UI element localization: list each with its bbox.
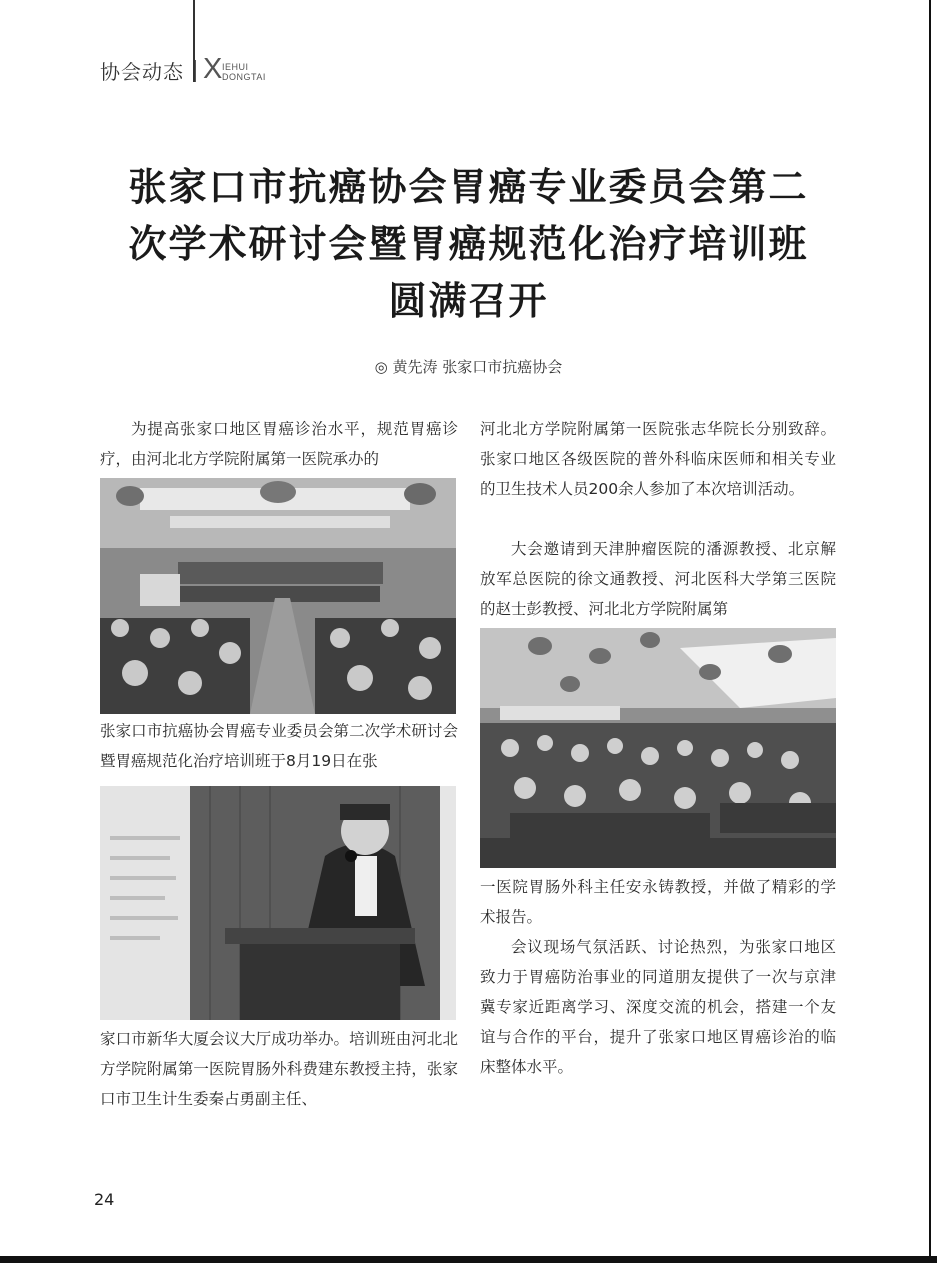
photo-speaker-podium	[100, 786, 456, 1020]
right-paragraph-1: 河北北方学院附属第一医院张志华院长分别致辞。张家口地区各级医院的普外科临床医师和相关专业的卫生技术人员200余人参加了本次培训活动。	[480, 420, 836, 498]
photo-audience-hall	[480, 628, 836, 868]
section-divider	[195, 60, 196, 82]
article-byline: ◎ 黄先涛 张家口市抗癌协会	[374, 358, 563, 376]
left-paragraph-1: 为提高张家口地区胃癌诊治水平，规范胃癌诊疗，由河北北方学院附属第一医院承办的	[100, 420, 458, 468]
pinyin-line-1: IEHUI	[222, 62, 249, 72]
pinyin-line-2: DONGTAI	[222, 72, 266, 82]
right-paragraph-4: 会议现场气氛活跃、讨论热烈，为张家口地区致力于胃癌防治事业的同道朋友提供了一次与京津冀专家近距离学习、深度交流的机会，搭建一个友谊与合作的平台，提升了张家口地区胃癌诊治的临床整体水平。	[480, 938, 836, 1076]
pinyin-initial: X	[203, 53, 223, 85]
title-line-1: 张家口市抗癌协会胃癌专业委员会第二	[128, 164, 809, 209]
section-title: 协会动态	[100, 60, 184, 84]
left-paragraph-2: 家口市新华大厦会议大厅成功举办。培训班由河北北方学院附属第一医院胃肠外科费建东教授主持，张家口市卫生计生委秦占勇副主任、	[100, 1030, 458, 1108]
right-paragraph-2: 大会邀请到天津肿瘤医院的潘源教授、北京解放军总医院的徐文通教授、河北医科大学第三医院的赵士彭教授、河北北方学院附属第	[480, 540, 836, 618]
article-title	[90, 158, 847, 329]
page-border-bottom	[0, 1256, 937, 1263]
title-line-2: 次学术研讨会暨胃癌规范化治疗培训班	[128, 221, 809, 266]
page-border-right	[929, 0, 931, 1263]
title-line-3: 圆满召开	[388, 278, 549, 323]
photo-caption: 张家口市抗癌协会胃癌专业委员会第二次学术研讨会暨胃癌规范化治疗培训班于8月19日在张	[100, 722, 458, 770]
pinyin-subtitle	[222, 62, 266, 82]
right-paragraph-3: 一医院胃肠外科主任安永铸教授，并做了精彩的学术报告。	[480, 878, 836, 926]
page-number: 24	[94, 1190, 115, 1209]
photo-conference-hall-front	[100, 478, 456, 714]
